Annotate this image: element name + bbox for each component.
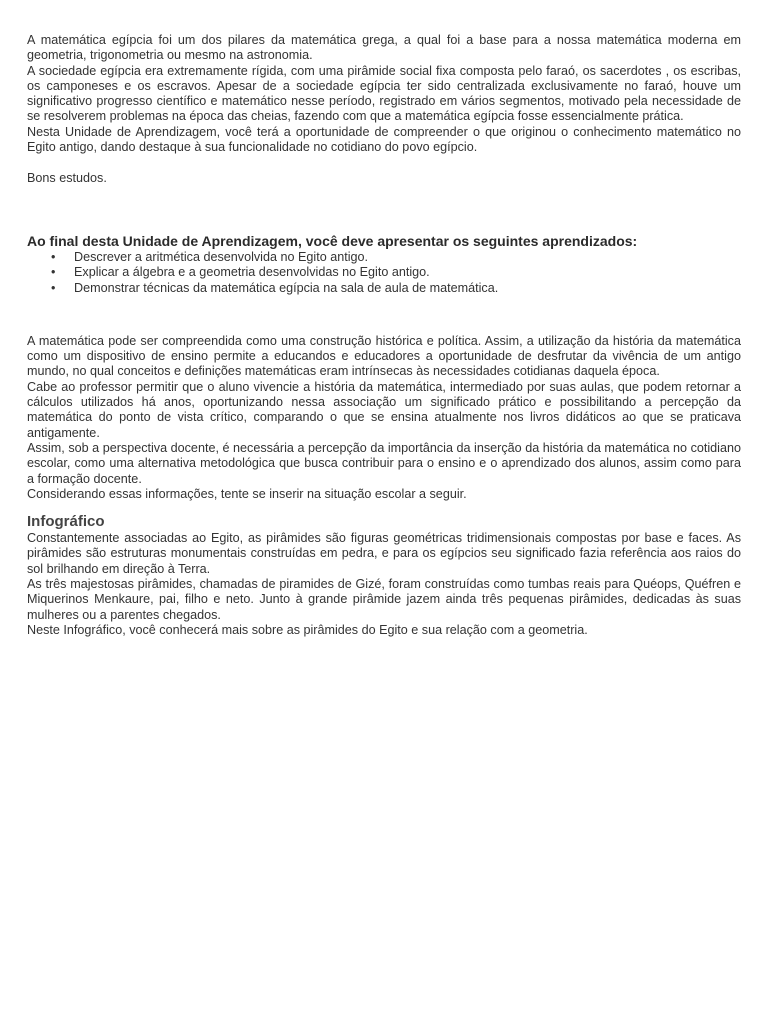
infographic-paragraph: Constantemente associadas ao Egito, as pirâmides são figuras geométricas tridimensionais compostas por base e faces. As pirâmides são estruturas monumentais construídas em pedra, e para os egípcios seu significado fazia referência aos raios do sol brilhando em direção à Terra.	[27, 531, 741, 576]
objectives-heading: Ao final desta Unidade de Aprendizagem, você deve apresentar os seguintes aprendizados:	[27, 232, 638, 249]
list-item	[51, 250, 741, 265]
list-item-text: Explicar a álgebra e a geometria desenvolvidas no Egito antigo.	[74, 265, 430, 280]
challenge-section	[27, 334, 741, 502]
document-page	[27, 33, 741, 638]
challenge-paragraph: Cabe ao professor permitir que o aluno vivencie a história da matemática, intermediado por suas aulas, que podem retornar a cálculos utilizados há anos, oportunizando nessa associação um significado prático e possibilitando a percepção da matemática do ponto de vista crítico, comparando o que se ensina atualmente nos livros didáticos ao que se praticava antigamente.	[27, 379, 741, 440]
intro-section	[27, 33, 741, 186]
intro-paragraph: Nesta Unidade de Aprendizagem, você terá a oportunidade de compreender o que originou o conhecimento matemático no Egito antigo, dando destaque à sua funcionalidade no cotidiano do povo egípcio.	[27, 124, 741, 155]
challenge-paragraph: A matemática pode ser compreendida como uma construção histórica e política. Assim, a utilização da história da matemática como um dispositivo de ensino permite a educandos e educadores a oportunidade de desfrutar da vivência de um antigo mundo, no qual conceitos e definições matemáticas eram intrínsecas às necessidades cotidianas daquela época.	[27, 333, 741, 379]
intro-paragraph: A sociedade egípcia era extremamente rígida, com uma pirâmide social fixa composta pelo faraó, os sacerdotes , os escribas, os camponeses e os escravos. Apesar de a sociedade egípcia ter sido centralizada exclusivamente no faraó, houve um significativo progresso científico e matemático nesse período, registrado em vários segmentos, motivado pela necessidade de se resolverem problemas na época das cheias, fazendo com que a matemática egípcia fosse essencialmente prática.	[27, 63, 741, 124]
infographic-paragraph: As três majestosas pirâmides, chamadas de piramides de Gizé, foram construídas como tumbas reais para Quéops, Quéfren e Miquerinos Menkaure, pai, filho e neto. Junto à grande pirâmide jazem ainda três pequenas pirâmides, dedicadas às suas mulheres ou a parentes chegados.	[27, 577, 741, 622]
bullet-icon: •	[51, 265, 56, 280]
challenge-paragraph: Considerando essas informações, tente se inserir na situação escolar a seguir.	[27, 486, 467, 501]
intro-paragraph: A matemática egípcia foi um dos pilares da matemática grega, a qual foi a base para a nossa matemática moderna em geometria, trigonometria ou mesmo na astronomia.	[27, 33, 741, 63]
infographic-section	[27, 512, 741, 638]
infographic-title: Infográfico	[27, 513, 105, 531]
challenge-paragraph: Assim, sob a perspectiva docente, é necessária a percepção da importância da inserção da história da matemática no cotidiano escolar, como uma alternativa metodológica que busca contribuir para o ensino e o aprendizado dos alunos, assim como para a formação docente.	[27, 440, 741, 486]
list-item-text: Demonstrar técnicas da matemática egípcia na sala de aula de matemática.	[74, 280, 499, 295]
bullet-icon: •	[51, 280, 56, 295]
list-item-text: Descrever a aritmética desenvolvida no Egito antigo.	[74, 249, 369, 264]
objectives-section	[27, 232, 741, 296]
list-item	[51, 265, 741, 280]
list-item	[51, 281, 741, 296]
bullet-icon: •	[51, 249, 56, 264]
infographic-paragraph: Neste Infográfico, você conhecerá mais sobre as pirâmides do Egito e sua relação com a geometria.	[27, 622, 588, 637]
objectives-list	[27, 250, 741, 296]
closing-text: Bons estudos.	[27, 170, 107, 185]
